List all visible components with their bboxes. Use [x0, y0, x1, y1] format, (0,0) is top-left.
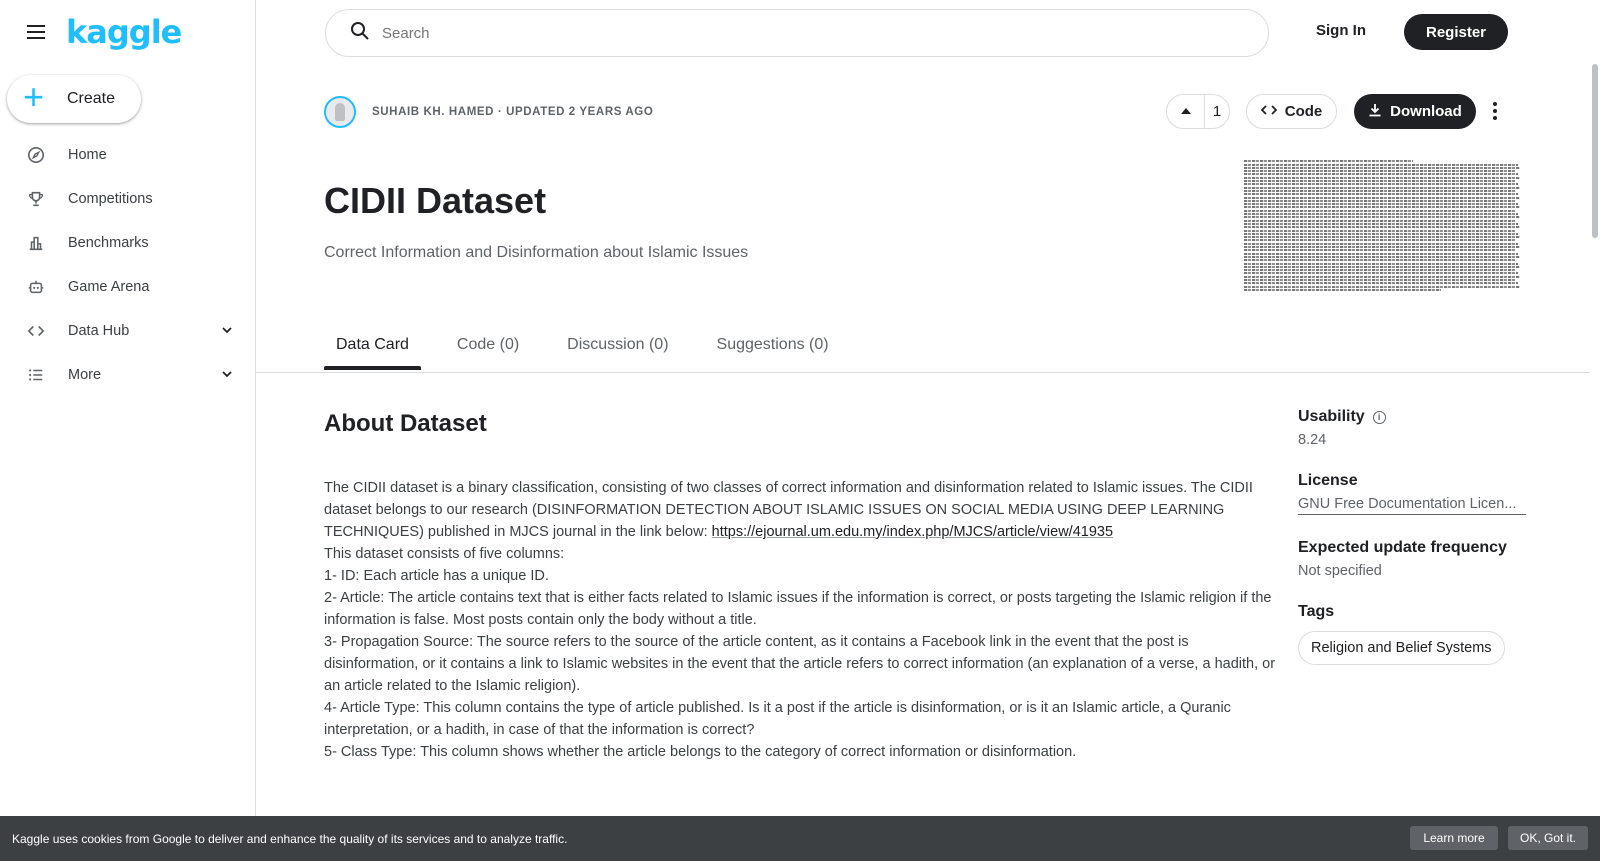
code-icon: [1261, 103, 1277, 121]
thumbnail-text-line: [1244, 180, 1515, 182]
thumbnail-text-line: [1244, 177, 1520, 179]
list-icon: [26, 365, 46, 385]
create-button[interactable]: [7, 75, 141, 123]
sign-in-link[interactable]: Sign In: [1316, 22, 1366, 39]
metadata-panel: [1298, 408, 1526, 665]
intro-text: The CIDII dataset is a binary classification, consisting of two classes of correct information and disinformation related to Islamic issues. The CIDII dataset belongs to our research (DISINFORMATION DETECTION ABOUT ISLAMIC ISSUES ON SOCIAL MEDIA USING DEEP LEARNING TECHNIQUES) published in MJCS journal in the link below:: [324, 480, 1253, 540]
thumbnail-text-line: [1244, 246, 1520, 248]
code-button[interactable]: [1246, 94, 1337, 129]
thumbnail-text-line: [1244, 167, 1520, 169]
chevron-down-icon[interactable]: [220, 367, 234, 386]
thumbnail-text-line: [1244, 183, 1518, 185]
thumbnail-text-line: [1244, 266, 1520, 268]
tab-data-card[interactable]: Data Card: [324, 336, 421, 372]
create-label: Create: [67, 90, 116, 107]
sidebar-item-label: Data Hub: [68, 323, 130, 339]
frequency-value: Not specified: [1298, 563, 1382, 579]
sidebar-item-competitions[interactable]: [0, 177, 256, 221]
search-input[interactable]: [382, 25, 1232, 42]
sidebar-item-label: Benchmarks: [68, 235, 149, 251]
download-button[interactable]: [1354, 94, 1476, 129]
bar-chart-icon: [26, 233, 46, 253]
more-options-icon[interactable]: [1493, 102, 1497, 120]
author-row: [324, 96, 653, 128]
thumbnail-text-line: [1244, 230, 1515, 232]
sidebar-item-benchmarks[interactable]: [0, 221, 256, 265]
thumbnail-text-line: [1244, 200, 1515, 202]
thumbnail-text-line: [1244, 233, 1518, 235]
thumbnail-text-line: [1244, 206, 1520, 208]
upvote-button[interactable]: [1167, 95, 1205, 128]
thumbnail-text-line: [1244, 243, 1518, 245]
logo-row: [0, 0, 255, 64]
about-heading: About Dataset: [324, 410, 487, 437]
thumbnail-text-line: [1244, 190, 1515, 192]
usability-heading: [1298, 408, 1526, 426]
thumbnail-text-line: [1244, 193, 1518, 195]
tab-bar: [324, 336, 865, 372]
thumbnail-text-line: [1244, 223, 1518, 225]
tab-suggestions[interactable]: Suggestions (0): [716, 336, 829, 353]
thumbnail-text-line: [1244, 170, 1515, 172]
download-button-label: Download: [1390, 103, 1462, 120]
tab-code[interactable]: Code (0): [456, 336, 520, 353]
sidebar-item-more[interactable]: [0, 353, 256, 397]
code-button-label: Code: [1284, 103, 1323, 120]
kaggle-logo[interactable]: kaggle: [66, 13, 182, 51]
plus-icon: +: [23, 76, 45, 117]
thumbnail-text-line: [1244, 282, 1518, 284]
thumbnail-text-line: [1244, 220, 1515, 222]
thumbnail-text-line: [1244, 173, 1518, 175]
thumbnail-text-line: [1244, 269, 1515, 271]
tab-divider: [256, 372, 1590, 373]
sidebar-item-label: Competitions: [68, 191, 153, 207]
register-button[interactable]: Register: [1404, 14, 1508, 50]
license-heading: License: [1298, 472, 1358, 489]
thumbnail-text-line: [1244, 213, 1518, 215]
description-line: 1- ID: Each article has a unique ID.: [324, 568, 549, 584]
description-line: 5- Class Type: This column shows whether the article belongs to the category of correct information or disinformation.: [324, 744, 1077, 760]
thumbnail-text-line: [1244, 253, 1518, 255]
thumbnail-text-line: [1244, 226, 1520, 228]
sidebar-item-label: More: [68, 367, 102, 383]
thumbnail-text-line: [1244, 259, 1515, 261]
cookie-message: Kaggle uses cookies from Google to deliver and enhance the quality of its services and to analyze traffic.: [12, 831, 568, 846]
ok-got-it-button[interactable]: OK, Got it.: [1508, 826, 1588, 850]
thumbnail-text-line: [1244, 197, 1520, 199]
thumbnail-text-line: [1244, 210, 1515, 212]
author-line: SUHAIB KH. HAMED · UPDATED 2 YEARS AGO: [372, 106, 654, 118]
sidebar-nav: [0, 133, 256, 397]
license-link[interactable]: GNU Free Documentation Licen...: [1298, 496, 1526, 515]
trophy-icon: [26, 189, 46, 209]
usability-label: Usability: [1298, 408, 1365, 425]
thumbnail-text-line: [1244, 289, 1441, 291]
tab-discussion[interactable]: Discussion (0): [567, 336, 669, 353]
tag-chip[interactable]: Religion and Belief Systems: [1298, 631, 1505, 665]
tags-heading: Tags: [1298, 603, 1335, 620]
thumbnail-text-line: [1244, 187, 1520, 189]
robot-icon: [26, 277, 46, 297]
thumbnail-text-line: [1244, 276, 1520, 278]
upvote-widget: [1166, 94, 1230, 129]
description-line: This dataset consists of five columns:: [324, 546, 565, 562]
thumbnail-text-line: [1244, 239, 1515, 241]
dataset-thumbnail: [1244, 159, 1526, 299]
description-line: 4- Article Type: This column contains the type of article published. Is it a post if the article is disinformation, or is it an Islamic article, a Quranic interpretation, or a hadith, in case of that the information is correct?: [324, 700, 1231, 738]
cookie-banner: [0, 816, 1600, 861]
thumbnail-text-line: [1244, 203, 1518, 205]
article-link[interactable]: https://ejournal.um.edu.my/index.php/MJCS/article/view/41935: [711, 524, 1114, 540]
avatar[interactable]: [324, 96, 356, 128]
code-icon: [26, 321, 46, 341]
page-subtitle: Correct Information and Disinformation about Islamic Issues: [324, 244, 749, 261]
thumbnail-text-line: [1244, 236, 1520, 238]
menu-icon[interactable]: [24, 20, 48, 44]
dataset-description: [324, 477, 1280, 763]
description-intro: [324, 477, 1280, 543]
thumbnail-text-line: [1244, 249, 1515, 251]
sidebar-item-data-hub[interactable]: [0, 309, 256, 353]
search-bar[interactable]: [325, 9, 1269, 57]
thumbnail-text-line: [1244, 256, 1520, 258]
sidebar-item-label: Home: [68, 147, 107, 163]
caret-up-icon: [1180, 103, 1192, 121]
info-icon[interactable]: i: [1373, 411, 1386, 424]
page-title: CIDII Dataset: [324, 180, 547, 221]
download-icon: [1368, 103, 1382, 121]
thumbnail-text-line: [1244, 216, 1520, 218]
upvote-count: 1: [1212, 103, 1222, 120]
sidebar-item-home[interactable]: [0, 133, 256, 177]
usability-value: 8.24: [1298, 432, 1327, 448]
chevron-down-icon[interactable]: [220, 323, 234, 342]
description-line: 2- Article: The article contains text that is either facts related to Islamic issues if the information is correct, or posts targeting the Islamic religion if the information is false. Most posts contain only the body without a title.: [324, 590, 1272, 628]
thumbnail-text-line: [1244, 164, 1518, 166]
thumbnail-text-line: [1244, 279, 1515, 281]
compass-icon: [26, 145, 46, 165]
thumbnail-text-line: [1244, 263, 1518, 265]
frequency-heading: Expected update frequency: [1298, 539, 1507, 556]
thumbnail-text-line: [1244, 160, 1413, 162]
thumbnail-text-line: [1244, 286, 1520, 288]
scrollbar-thumb[interactable]: [1592, 64, 1598, 238]
search-icon: [350, 21, 370, 46]
thumbnail-text-line: [1244, 272, 1518, 274]
sidebar: [0, 0, 256, 861]
description-line: 3- Propagation Source: The source refers to the source of the article content, as it contains a Facebook link in the event that the post is disinformation, or it contains a link to Islamic websites in the event that the article refers to correct information (an explanation of a verse, a hadith, or an article related to the Islamic religion).: [324, 634, 1276, 694]
sidebar-item-label: Game Arena: [68, 279, 150, 295]
sidebar-item-game-arena[interactable]: [0, 265, 256, 309]
learn-more-button[interactable]: Learn more: [1410, 826, 1498, 850]
